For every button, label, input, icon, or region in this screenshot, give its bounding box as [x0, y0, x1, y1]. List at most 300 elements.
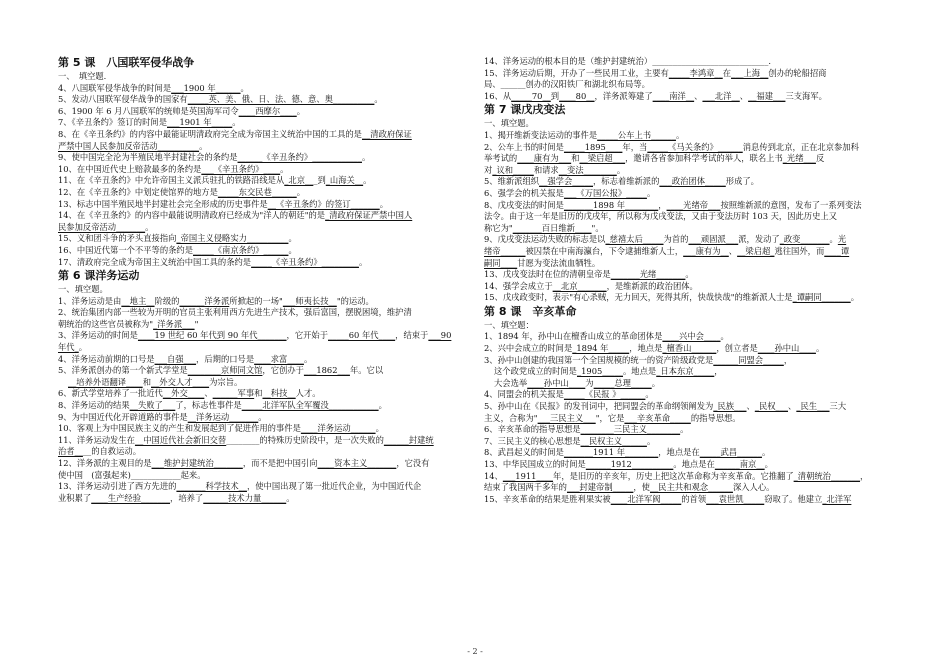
- text-line: [58, 423, 468, 435]
- text-line: [484, 366, 899, 378]
- text-line: [58, 458, 468, 470]
- line-text: 年。它以: [349, 365, 384, 376]
- line-text: 。: [685, 269, 694, 280]
- line-text: 反: [815, 153, 825, 164]
- answer-blank: __外交人才____: [151, 376, 210, 387]
- text-line: [58, 377, 468, 389]
- answer-blank: ______洋务派: [179, 295, 230, 306]
- line-text: 5、孙中山在《民报》的发刊词中，把同盟会的革命纲领阐发为: [484, 401, 714, 412]
- line-text: 和: [571, 153, 580, 164]
- line-text: 为宗旨。: [209, 376, 243, 387]
- answer-blank: ___《万国公报》_____: [563, 187, 647, 198]
- line-text: 。: [361, 152, 371, 163]
- section-heading: 第 6 课洋务运动: [58, 269, 140, 283]
- answer-blank: _洋务派___: [153, 318, 195, 329]
- line-text: 、: [788, 401, 797, 412]
- text-line: [484, 281, 899, 293]
- line-text: 8、戊戌变法的时间是: [484, 199, 564, 210]
- text-line: [58, 342, 468, 354]
- answer-blank: ___袁世凯_____: [706, 493, 765, 504]
- answer-blank: _北京__: [284, 175, 314, 186]
- line-text: 对: [484, 164, 493, 175]
- line-text: 。: [296, 105, 306, 116]
- answer-blank: _1905_____: [576, 366, 623, 377]
- line-text: 。: [379, 198, 389, 209]
- text-line: [484, 343, 899, 355]
- line-text: 的首领: [681, 493, 707, 504]
- line-text: ，: [658, 199, 667, 210]
- line-text: "的运动。: [336, 295, 374, 306]
- line-text: 一、填空题：: [484, 319, 534, 330]
- line-text: 8、在《辛丑条约》的内容中最能证明清政府完全成为帝国主义统治中国的工具的是: [58, 128, 362, 139]
- line-text: ，它开始于: [286, 330, 329, 341]
- line-text: 。: [303, 353, 313, 364]
- answer-blank: 民参加反帝活动_______: [58, 221, 146, 232]
- line-text: 。: [286, 492, 295, 503]
- line-text: 、: [746, 401, 755, 412]
- line-text: 、: [204, 388, 213, 399]
- answer-blank: ____19 世纪 60 年代到 90 年代_______: [137, 330, 287, 341]
- line-text: 人才。: [295, 388, 321, 399]
- answer-blank: _檀香山______: [662, 343, 717, 354]
- line-text: "，它是: [595, 412, 625, 423]
- line-text: 深入人心。: [732, 482, 775, 493]
- answer-blank: ___1911____: [502, 470, 554, 481]
- text-line: [58, 296, 468, 308]
- answer-blank: ____洋务运动______: [300, 423, 376, 434]
- line-text: 14、在《辛丑条约》的内容中最能说明清政府已经成为"洋人的朝廷"的是: [58, 210, 326, 221]
- line-text: 7、《辛丑条约》签订的时间是: [58, 117, 167, 128]
- line-text: 2、兴中会成立的时间是: [484, 343, 573, 354]
- line-text: 8、洋务运动的结果: [58, 400, 130, 411]
- text-line: [58, 71, 468, 83]
- answer-blank: __北京_______: [552, 280, 607, 291]
- text-line: [484, 320, 899, 332]
- answer-blank: __失败了___: [129, 400, 176, 411]
- answer-blank: 严禁中国人民参加反帝活动__________: [58, 140, 200, 151]
- line-text: 4、洋务运动前期的口号是: [58, 353, 155, 364]
- section-heading: 第 7 课戊戌变法: [484, 103, 566, 117]
- line-text: 13、洋务运动引进了西方先进的: [58, 481, 177, 492]
- text-line: [58, 83, 468, 95]
- answer-blank: ___三民主义___: [537, 412, 596, 423]
- line-text: 三大: [829, 401, 847, 412]
- answer-blank: __强学会_____: [539, 176, 593, 187]
- line-text: 5、发动八国联军侵华战争的国家有: [58, 94, 188, 105]
- text-line: [58, 164, 468, 176]
- line-text: 1、揭开维新变法运动的事件是: [484, 129, 598, 140]
- line-text: 9、戊戌变法运动失败的标志是以: [484, 234, 606, 245]
- line-text: 、: [694, 90, 703, 101]
- text-line: [484, 258, 899, 270]
- text-line: [58, 245, 468, 257]
- line-text: 14、强学会成立于: [484, 280, 553, 291]
- answer-blank: ____光绪帝___: [666, 199, 721, 210]
- text-line: [58, 129, 468, 141]
- answer-blank: ______技术力量______: [203, 492, 287, 503]
- text-line: [484, 223, 899, 235]
- line-text: ，洋务派筹建了: [594, 90, 653, 101]
- text-line: [58, 106, 468, 118]
- answer-blank: _____北洋军队全军覆没____________: [241, 400, 379, 411]
- text-line: [58, 187, 468, 199]
- answer-blank: ________三民主义________: [580, 424, 681, 435]
- text-line: [484, 130, 899, 142]
- text-line: [484, 269, 899, 281]
- line-text: 一、 填空题.: [58, 71, 107, 81]
- line-text: 15、洋务运动后期，开办了一些民用工业，主要有: [484, 67, 669, 78]
- line-text: 。: [240, 82, 249, 93]
- answer-blank: _______1911 年________: [563, 447, 659, 458]
- answer-blank: ___1900 年______: [171, 82, 241, 93]
- page-number: - 2 -: [467, 647, 483, 656]
- answer-blank: ___康有为__: [683, 245, 729, 256]
- line-text: 了，标志性事件是: [175, 400, 242, 411]
- text-line: [484, 471, 899, 483]
- line-text: 。: [645, 389, 654, 400]
- answer-blank: _民权___: [754, 401, 789, 412]
- line-text: 年，当: [622, 141, 648, 152]
- text-line: [58, 284, 468, 296]
- answer-blank: ____资本主义_______: [317, 458, 397, 468]
- answer-blank: _清政府保证严禁中国人: [325, 210, 413, 221]
- text-line: [484, 424, 899, 436]
- line-text: 。: [829, 234, 838, 245]
- line-text: 。: [199, 140, 208, 151]
- answer-blank: _1894 年_____: [572, 343, 630, 354]
- line-text: 1、洋务运动是由: [58, 295, 122, 306]
- answer-blank: ____求富____: [254, 353, 304, 364]
- line-text: 3、洋务运动的时间是: [58, 330, 138, 341]
- answer-blank: ____80__: [559, 90, 595, 101]
- line-text: 。: [258, 411, 267, 422]
- answer-blank: _____英、美、俄、日、法、德、意、奥__________: [187, 94, 375, 105]
- line-text: 12、洋务派的主观目的是: [58, 458, 152, 468]
- line-text: 。: [764, 459, 773, 469]
- answer-blank: ____西摩尔____: [238, 105, 297, 116]
- answer-blank: _议和_____: [492, 164, 534, 175]
- answer-blank: _____李鸿章__: [668, 67, 723, 78]
- text-line: [484, 389, 899, 401]
- line-text: 阶级的: [154, 295, 180, 306]
- text-line: [484, 413, 899, 425]
- text-line: [484, 79, 899, 91]
- text-line: [484, 482, 899, 494]
- line-text: 按照维新派的意图，发布了一系列变法: [720, 199, 862, 210]
- line-text: 为: [585, 377, 594, 388]
- answer-blank: _____60 年代____: [328, 330, 396, 341]
- line-text: ，而不是把中国引向: [242, 458, 318, 468]
- text-line: [484, 292, 899, 304]
- text-line: [484, 211, 899, 223]
- answer-blank: __外交____: [162, 388, 205, 399]
- answer-blank: _慈禧太后_____: [605, 234, 664, 245]
- line-text: 的指导思想。: [690, 412, 741, 423]
- text-line: [58, 388, 468, 400]
- answer-blank: ______封建统: [383, 434, 434, 445]
- text-line: [484, 378, 899, 390]
- line-text: 法令。由于这一年是旧历的戊戌年，所以称为戊戌变法，又由于变法历时 103 天，因此历史上又: [484, 211, 837, 222]
- text-line: [58, 141, 468, 153]
- answer-blank: _______百日维新____: [512, 222, 592, 233]
- answer-blank: ___封建帝制_____: [566, 482, 634, 493]
- text-line: [58, 470, 468, 482]
- line-text: 业积累了: [58, 492, 92, 503]
- line-text: 15、辛亥革命的结果是胜利果实被: [484, 493, 611, 504]
- answer-blank: ___自强___: [154, 353, 197, 364]
- line-text: 。: [280, 163, 289, 174]
- line-text: 结束了我国两千多年的: [484, 482, 567, 493]
- line-text: ，: [783, 354, 793, 365]
- answer-blank: _民族___: [713, 401, 747, 412]
- text-line: [58, 493, 468, 505]
- answer-blank: ____康有为___: [517, 153, 572, 164]
- text-line: [58, 354, 468, 366]
- answer-blank: ____孙中山____: [527, 377, 586, 388]
- line-text: 、: [728, 245, 738, 256]
- answer-blank: __科技__: [262, 388, 296, 399]
- line-text: 12、在《辛丑条约》中划定使馆界的地方是: [58, 186, 218, 197]
- text-line: [58, 199, 468, 211]
- line-text: ，创立者是: [716, 343, 758, 354]
- line-text: 。: [378, 400, 387, 411]
- text-line: [484, 447, 899, 459]
- line-text: 窃取了。他建立: [764, 493, 823, 504]
- text-line: [58, 117, 468, 129]
- line-text: 7、三民主义的核心思想是: [484, 435, 581, 446]
- text-line: [58, 210, 468, 222]
- line-text: 5、维新派组织: [484, 176, 540, 187]
- text-line: [58, 446, 468, 458]
- line-text: 。: [720, 331, 729, 342]
- answer-blank: _____70__: [511, 90, 551, 101]
- text-line: [58, 435, 468, 447]
- text-line: [484, 68, 899, 80]
- answer-blank: ___师夷长技__: [282, 295, 337, 306]
- answer-blank: _____1895____: [563, 141, 623, 152]
- answer-blank: _____公车上书______: [597, 129, 676, 140]
- line-text: 5、洋务派创办的第一个新式学堂是: [58, 365, 188, 376]
- line-text: 。: [375, 423, 384, 434]
- line-text: 创办的轮船招商: [768, 67, 827, 78]
- line-text: 10、在中国近代史上赔款最多的条约是: [58, 163, 202, 174]
- answer-blank: ___《辛丑条约》____: [201, 163, 281, 174]
- text-line: [58, 412, 468, 424]
- line-text: 。: [296, 186, 306, 197]
- answer-blank: _____《民报 》______: [563, 389, 646, 400]
- answer-blank: __地主__: [121, 295, 155, 306]
- answer-blank: _北洋军: [822, 493, 852, 504]
- text-line: [484, 355, 899, 367]
- text-line: [484, 234, 899, 246]
- line-text: 11、洋务运动发生在: [58, 434, 135, 445]
- line-text: 、: [739, 90, 749, 101]
- text-line: [58, 257, 468, 269]
- line-text: 1、1894 年，孙中山在檀香山成立的革命团体是: [484, 331, 663, 342]
- line-text: 。: [651, 377, 661, 388]
- answer-blank: ___上海__: [731, 67, 769, 78]
- line-text: 年，是旧历的辛亥年，历史上把这次革命称为辛亥革命。它推翻了: [553, 470, 794, 481]
- answer-blank: ___顽固派___: [688, 234, 739, 245]
- line-text: 3、孙中山创建的我国第一个全国规模的统一的资产阶级政党是: [484, 354, 714, 365]
- line-text: ，地点是: [629, 343, 663, 354]
- answer-blank: _____《辛丑条约》_________: [251, 256, 359, 267]
- text-line: [484, 200, 899, 212]
- line-text: 4、八国联军侵华战争的时间是: [58, 82, 172, 93]
- answer-blank: __梁启超_: [737, 245, 775, 256]
- line-text: ，: [714, 366, 723, 377]
- answer-blank: ____生产经验_______: [91, 492, 171, 503]
- answer-blank: _谭嗣同_______: [792, 292, 851, 303]
- answer-blank: _______光绪_______: [610, 269, 686, 280]
- line-text: ": [194, 318, 199, 329]
- answer-blank: 绪帝______: [484, 245, 526, 256]
- answer-blank: ___1862___: [303, 365, 350, 376]
- line-text: ，邀请各省参加科学考试的举人，联名上书: [625, 153, 783, 164]
- line-text: 。: [358, 256, 368, 267]
- line-text: 15、戊戌政变时，表示"有心杀贼，无力回天，死得其所，快哉快哉"的维新派人士是: [484, 292, 793, 303]
- text-line: [484, 494, 899, 506]
- text-line: [484, 91, 899, 103]
- line-text: 9、为中国近代化开辟道路的事件是: [58, 411, 188, 422]
- line-text: 派，发动了: [738, 234, 780, 245]
- text-line: [58, 319, 468, 331]
- line-text: 一、填空题。: [58, 284, 108, 295]
- answer-blank: _光绪___: [782, 153, 816, 164]
- line-text: 6、辛亥革命的指导思想是: [484, 424, 581, 435]
- line-text: 。: [288, 244, 297, 255]
- answer-blank: _____武昌______: [699, 447, 762, 458]
- text-line: [484, 401, 899, 413]
- text-line: [58, 481, 468, 493]
- line-text: ，培养了: [170, 492, 204, 503]
- text-line: [58, 94, 468, 106]
- text-line: [58, 152, 468, 164]
- answer-blank: __中国近代社会新旧交替: [134, 434, 227, 445]
- line-text: 16、从: [484, 90, 512, 101]
- line-text: 主义，合称为": [484, 412, 538, 423]
- line-text: 在: [722, 67, 732, 78]
- text-line: [484, 142, 899, 154]
- answer-blank: ___北洋__: [702, 90, 740, 101]
- left-column: [58, 56, 468, 504]
- answer-blank: ______《辛丑条约》____________: [237, 152, 362, 163]
- answer-blank: __梁启超___: [579, 153, 626, 164]
- answer-blank: __民主共和观念______: [649, 482, 733, 493]
- answer-blank: 治者__: [58, 446, 83, 457]
- line-text: 局、______创办的汉阳铁厂和湖北织布局等。: [484, 79, 650, 90]
- answer-blank: __福建___: [748, 90, 786, 101]
- line-text: 和请求: [533, 164, 559, 175]
- answer-blank: _____总理_____: [593, 377, 652, 388]
- text-line: [58, 400, 468, 412]
- answer-blank: ___90: [428, 330, 452, 341]
- answer-blank: ________京师同文馆: [187, 365, 263, 376]
- text-line: [58, 330, 468, 342]
- answer-blank: 光: [837, 234, 847, 245]
- line-text: 。: [363, 175, 372, 186]
- answer-blank: _______科学技术__: [176, 481, 247, 492]
- line-text: 13、标志中国半殖民地半封建社会完全形成的历史事件是: [58, 198, 268, 209]
- text-line: [484, 56, 899, 68]
- line-text: 为首的: [663, 234, 689, 245]
- line-text: 。: [374, 94, 383, 105]
- line-text: "。: [591, 222, 604, 233]
- line-text: 三支海军。: [785, 90, 827, 101]
- line-text: 朝统治的这些官员被称为": [58, 318, 154, 329]
- line-text: 10、客观上为中国民族主义的产生和发展起到了促进作用的事件是: [58, 423, 301, 434]
- line-text: ，地点是在: [658, 447, 700, 458]
- line-text: 。: [646, 187, 656, 198]
- line-text: 13、中华民国成立的时间是: [484, 459, 586, 469]
- text-line: [484, 331, 899, 343]
- line-text: 大会选举: [494, 377, 528, 388]
- text-line: [58, 365, 468, 377]
- section-heading: 第 8 课 辛亥革命: [484, 304, 577, 318]
- text-line: [484, 176, 899, 188]
- answer-blank: _帝国主义侵略实力__________: [176, 233, 289, 244]
- line-text: 称它为": [484, 222, 513, 233]
- text-line: [58, 307, 468, 319]
- line-text: ，结束于: [395, 330, 429, 341]
- line-text: ________的特殊历史阶段中，是一次失败的: [226, 434, 384, 445]
- line-text: 和: [254, 388, 263, 399]
- line-text: 15、义和团斗争的矛头直接指向: [58, 233, 177, 244]
- answer-blank: __清政府保证: [361, 128, 412, 139]
- line-text: 甘愿为变法流血牺牲。: [517, 257, 601, 268]
- line-text: 6、新式学堂培养了一批近代: [58, 388, 163, 399]
- answer-blank: _____《马关条约》______: [647, 141, 743, 152]
- line-text: 8、武昌起义的时间是: [484, 447, 564, 458]
- section-heading: 第 5 课 八国联军侵华战争: [58, 56, 195, 69]
- text-line: [58, 233, 468, 245]
- answer-blank: ______1912__________: [585, 459, 674, 469]
- line-text: _到: [313, 175, 326, 186]
- line-text: 。: [78, 342, 88, 353]
- answer-blank: _____东交民巷______: [217, 186, 297, 197]
- line-text: ，: [860, 470, 869, 481]
- answer-blank: _政变_______: [779, 234, 830, 245]
- answer-blank: __民权主义______: [580, 435, 647, 446]
- line-text: 。: [680, 424, 689, 435]
- line-text: 。: [815, 343, 825, 354]
- line-text: 。: [761, 447, 771, 458]
- answer-blank: ___维护封建统治_______: [151, 458, 243, 468]
- answer-blank: __培养外语翻译____: [68, 376, 143, 387]
- line-text: 。: [675, 129, 685, 140]
- text-line: [484, 436, 899, 448]
- text-line: [484, 246, 899, 258]
- text-line: [484, 118, 899, 130]
- line-text: 2、统治集团内部一些较为开明的官员主张利用西方先进生产技术，强后富国，摆脱困境，维护清: [58, 307, 412, 318]
- answer-blank: __《辛丑条约》的签订_______: [267, 198, 380, 209]
- line-text: 形成了。: [725, 176, 759, 187]
- line-text: 。: [288, 233, 297, 244]
- answer-blank: ____谭: [824, 245, 850, 256]
- line-text: ，是维新派的政治团体。: [606, 280, 698, 291]
- answer-blank: 年代_: [58, 342, 79, 353]
- answer-blank: 嗣同____: [484, 257, 518, 268]
- answer-blank: ___辛亥革命_____: [624, 412, 691, 423]
- line-text: 和: [142, 376, 151, 387]
- text-line: [484, 188, 899, 200]
- line-text: 一、填空题。: [484, 118, 534, 129]
- answer-blank: __洋务运动_______: [187, 411, 259, 422]
- line-text: 11、在《辛丑条约》中允许帝国主义派兵驻扎的铁路沿线是从: [58, 175, 285, 186]
- line-text: 14、: [484, 470, 503, 481]
- answer-blank: ____南洋__: [652, 90, 695, 101]
- line-text: 。: [850, 292, 859, 303]
